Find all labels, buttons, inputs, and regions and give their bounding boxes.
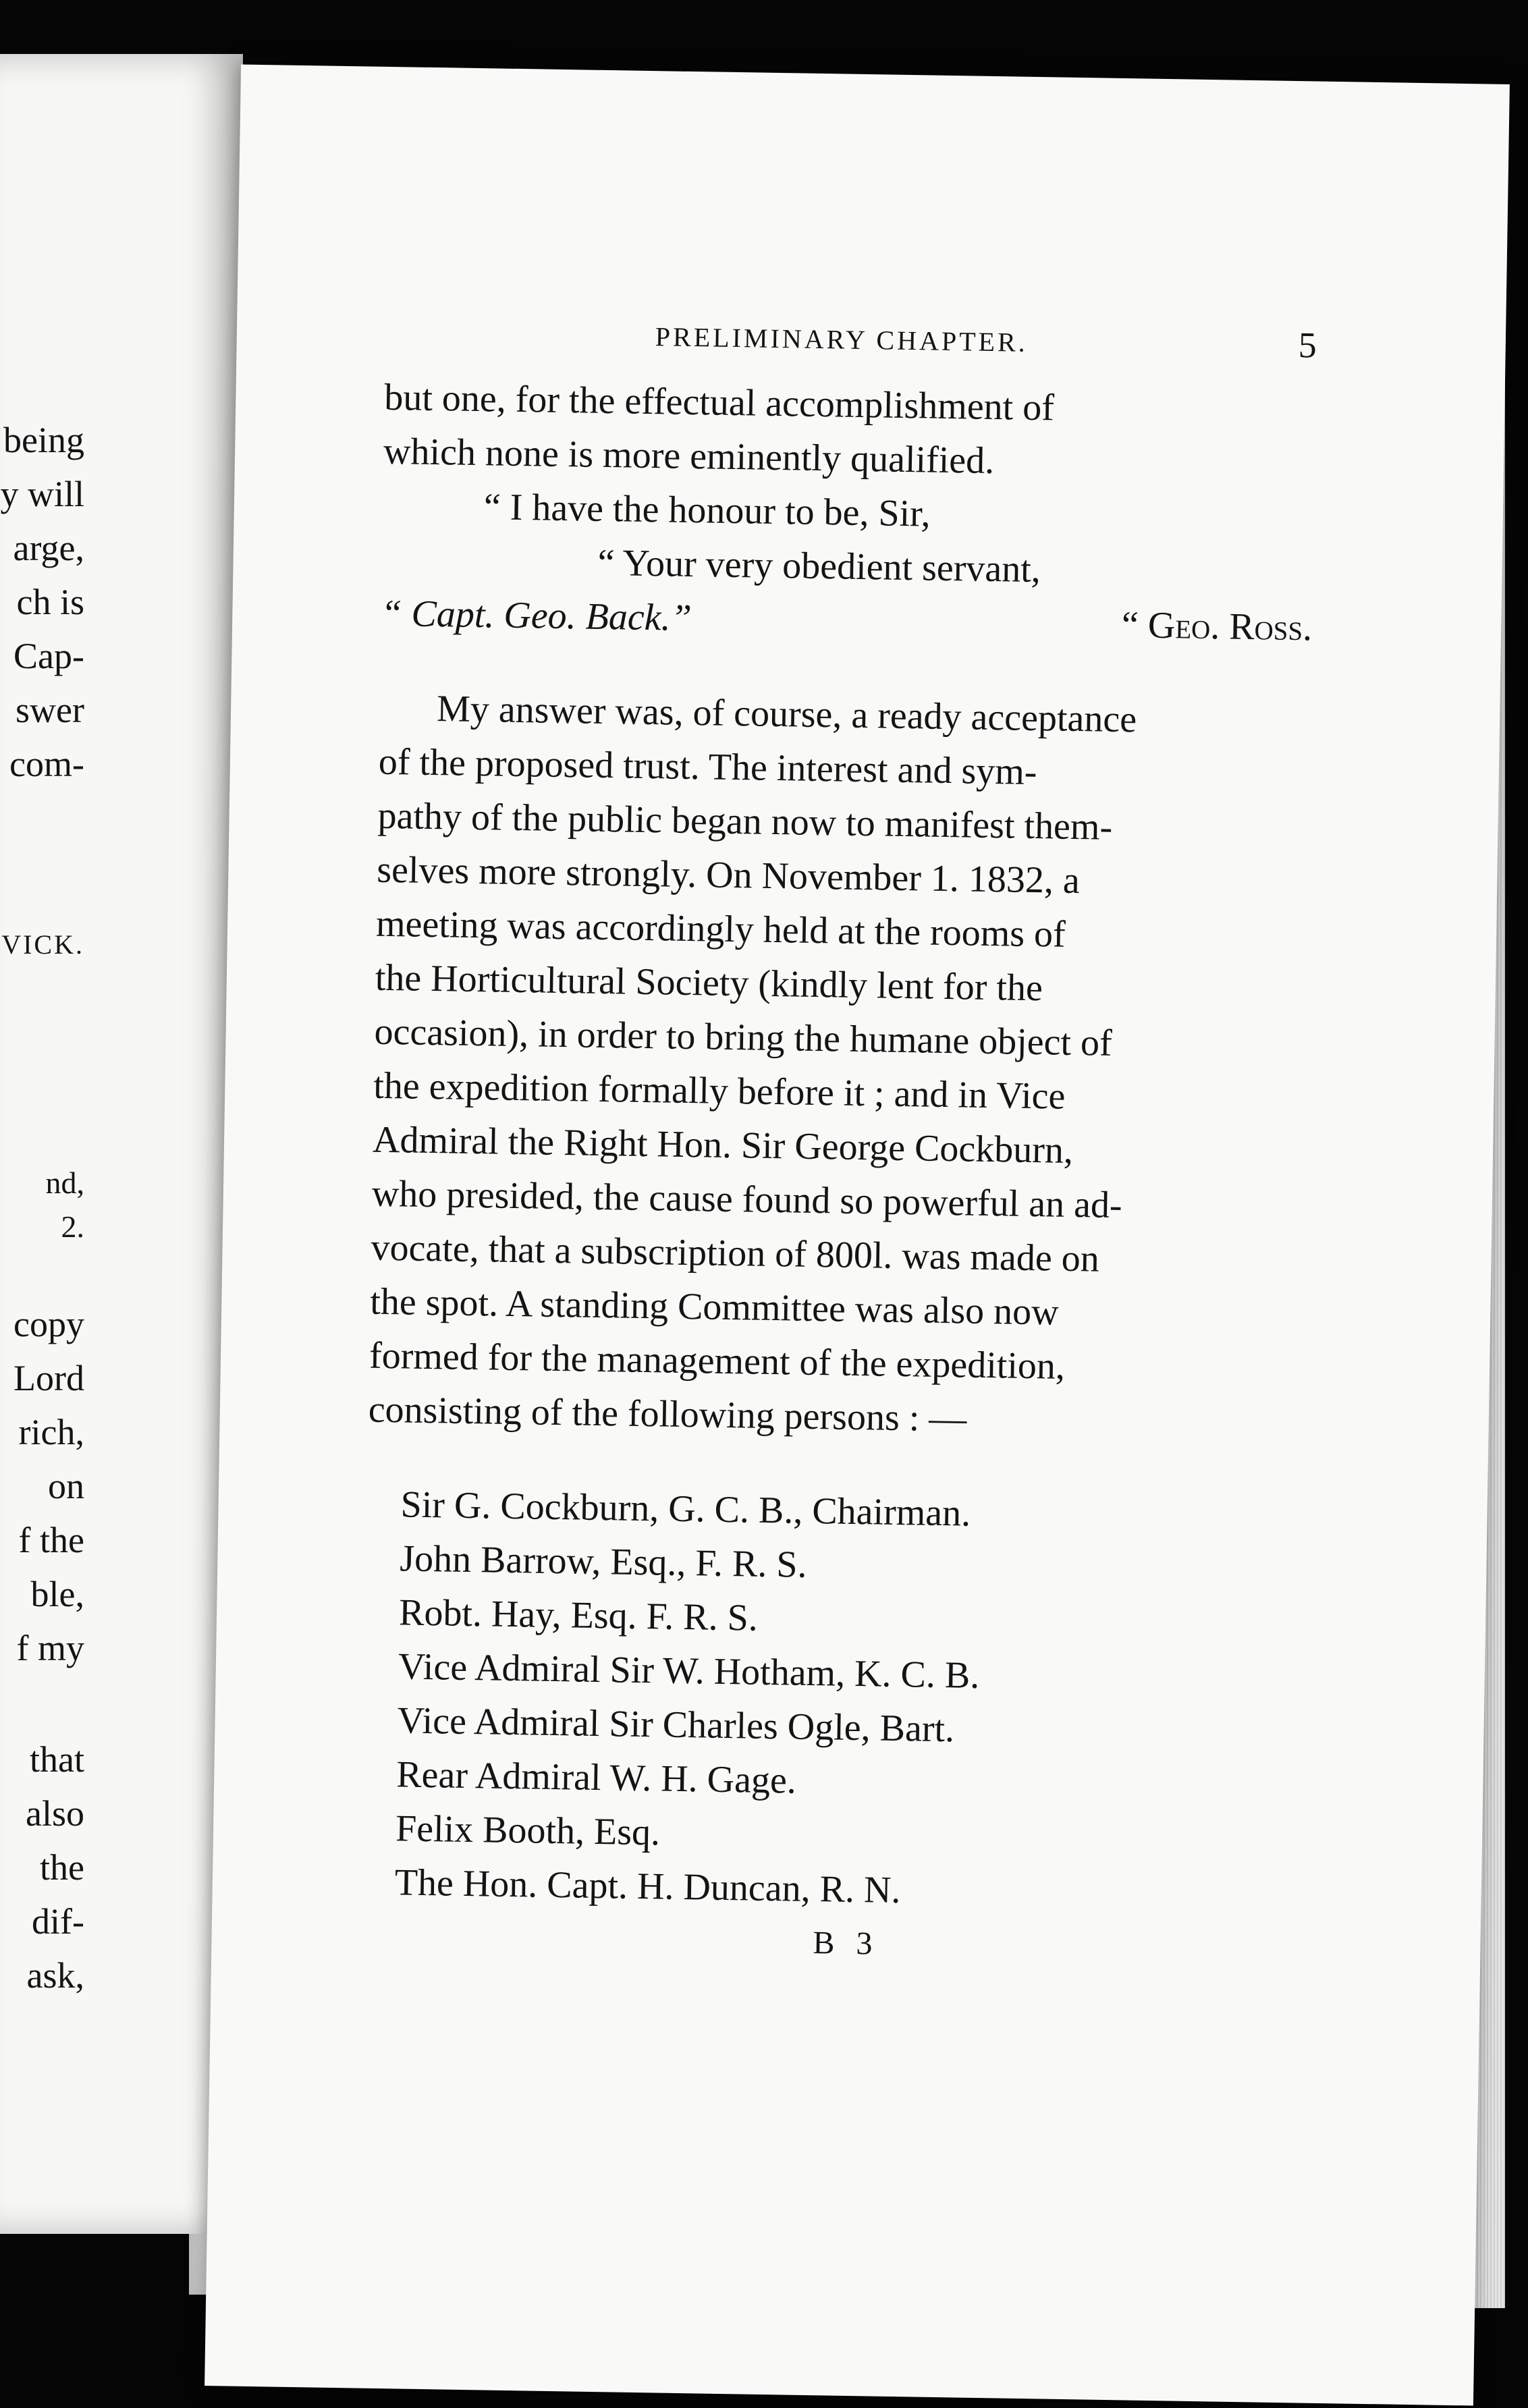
page-number: 5: [1298, 325, 1317, 366]
left-page-line: nd,: [45, 1166, 84, 1200]
left-page-line: the: [40, 1847, 84, 1888]
left-page-line: copy: [13, 1304, 84, 1344]
left-page-line: y will: [0, 474, 84, 514]
letter-addressee: “ Capt. Geo. Back.”: [380, 592, 692, 640]
left-page: [0, 54, 243, 2234]
left-page-line: dif-: [32, 1901, 84, 1942]
left-page-line: ch is: [16, 582, 84, 622]
paragraph-line: consisting of the following persons : —: [368, 1388, 967, 1440]
left-page-line: ask,: [26, 1955, 84, 1996]
committee-member: Vice Admiral Sir W. Hotham, K. C. B.: [398, 1645, 980, 1697]
body-text: [360, 371, 1316, 1977]
left-page-line: Lord: [13, 1358, 84, 1398]
left-page-line: 2.: [61, 1209, 84, 1244]
left-page-line: that: [30, 1739, 84, 1780]
left-page-line: swer: [16, 690, 84, 730]
left-page-line: com-: [9, 744, 84, 784]
left-page-line: Cap-: [13, 636, 84, 676]
left-page-line: rich,: [18, 1412, 84, 1452]
paragraph-line: the spot. A standing Committee was also now: [369, 1280, 1060, 1334]
paragraph-line: the expedition formally before it ; and in Vice: [373, 1064, 1066, 1118]
running-head-title: PRELIMINARY CHAPTER.: [655, 321, 1029, 358]
signature-mark: B 3: [813, 1925, 879, 1962]
running-head: [385, 310, 1317, 372]
paragraph-line: of the proposed trust. The interest and sym-: [378, 740, 1037, 794]
committee-member: John Barrow, Esq., F. R. S.: [399, 1537, 808, 1586]
committee-member: Rear Admiral W. H. Gage.: [395, 1753, 797, 1802]
right-page: [204, 64, 1510, 2405]
letter-signature: “ Geo. Ross.: [1121, 604, 1313, 649]
left-page-line: being: [3, 420, 84, 460]
left-page-line: ble,: [30, 1574, 84, 1614]
paragraph-line: meeting was accordingly held at the rooms of: [375, 902, 1066, 956]
committee-member: Vice Admiral Sir Charles Ogle, Bart.: [397, 1699, 955, 1751]
committee-member: Felix Booth, Esq.: [395, 1807, 661, 1854]
left-page-line: f the: [18, 1520, 84, 1560]
paragraph-line: the Horticultural Society (kindly lent for the: [375, 956, 1043, 1010]
paragraph-line: formed for the management of the expedition,: [369, 1334, 1066, 1388]
letter-closing-line: “ I have the honour to be, Sir,: [483, 486, 931, 535]
paragraph-line: selves more strongly. On November 1. 1832, a: [376, 848, 1081, 902]
letter-closing-line: “ Your very obedient servant,: [597, 541, 1041, 591]
left-page-line: arge,: [13, 528, 84, 568]
committee-list: [360, 1477, 1299, 1924]
paragraph-line: who presided, the cause found so powerful an ad-: [371, 1172, 1123, 1227]
left-page-line: f my: [16, 1628, 84, 1668]
paragraph-line: My answer was, of course, a ready acceptance: [436, 688, 1137, 741]
left-page-line: on: [48, 1466, 84, 1506]
text-line: which none is more eminently qualified.: [383, 430, 995, 483]
left-page-line: VICK.: [1, 929, 84, 960]
paragraph-line: pathy of the public began now to manifest them-: [377, 794, 1113, 848]
paragraph-line: occasion), in order to bring the humane object of: [374, 1010, 1113, 1064]
committee-member: The Hon. Capt. H. Duncan, R. N.: [394, 1861, 901, 1912]
committee-member: Sir G. Cockburn, G. C. B., Chairman.: [400, 1483, 971, 1535]
page-content: [368, 310, 1317, 1962]
paragraph-line: Admiral the Right Hon. Sir George Cockburn,: [372, 1118, 1074, 1172]
paragraph-line: vocate, that a subscription of 800l. was made on: [371, 1226, 1100, 1280]
text-line: but one, for the effectual accomplishment of: [383, 376, 1055, 429]
left-page-line: also: [26, 1793, 84, 1834]
committee-member: Robt. Hay, Esq. F. R. S.: [398, 1591, 759, 1639]
